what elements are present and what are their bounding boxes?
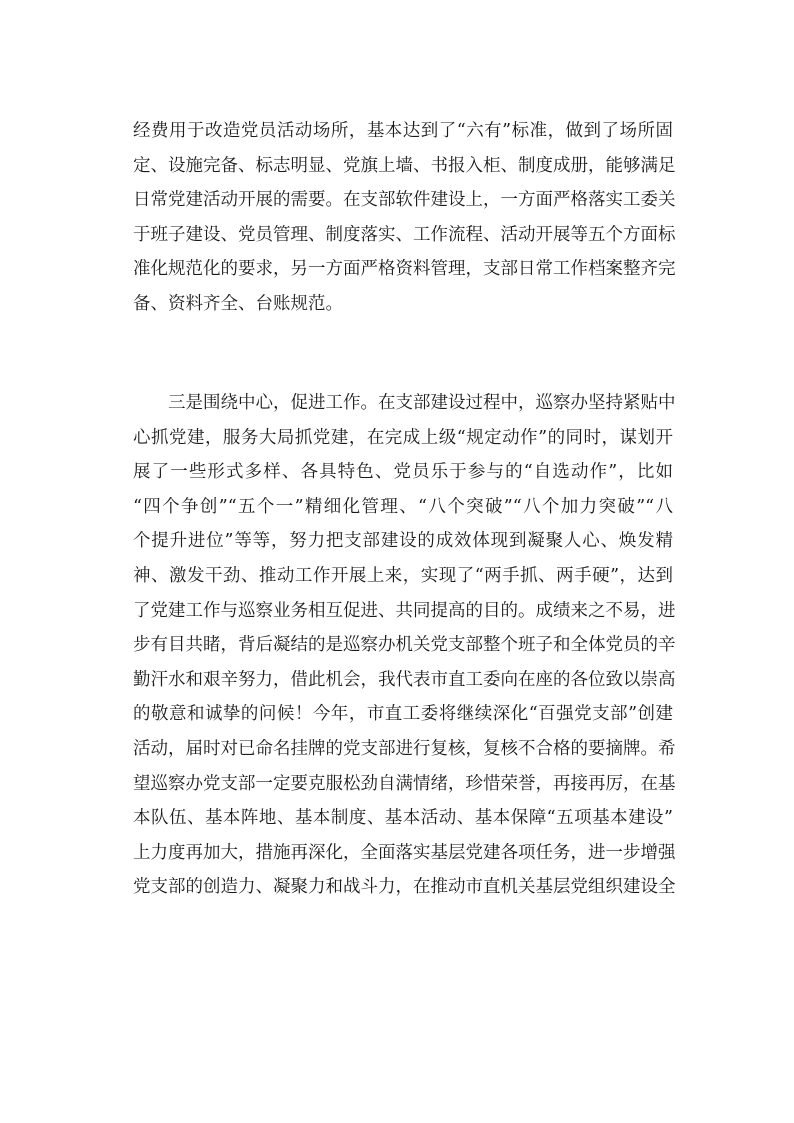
text-line: 的敬意和诚挚的问候！今年，市直工委将继续深化“百强党支部”创建	[133, 704, 673, 725]
text-line: 上力度再加大，措施再深化，全面落实基层党建各项任务，进一步增强	[133, 842, 676, 863]
text-line: 备、资料齐全、台账规范。	[133, 293, 343, 314]
text-line: 准化规范化的要求，另一方面严格资料管理，支部日常工作档案整齐完	[133, 259, 676, 280]
text-line: 心抓党建，服务大局抓党建，在完成上级“规定动作”的同时，谋划开	[133, 427, 673, 448]
text-line: 展了一些形式多样、各具特色、党员乐于参与的“自选动作”，比如	[133, 462, 673, 483]
paragraph-center-work	[133, 386, 676, 905]
text-line: 党支部的创造力、凝聚力和战斗力，在推动市直机关基层党组织建设全	[133, 877, 676, 898]
text-line: 日常党建活动开展的需要。在支部软件建设上，一方面严格落实工委关	[133, 190, 676, 211]
text-line: 于班子建设、党员管理、制度落实、工作流程、活动开展等五个方面标	[133, 224, 676, 245]
text-line: 经费用于改造党员活动场所，基本达到了“六有”标准，做到了场所固	[133, 121, 673, 141]
text-line: 三是围绕中心，促进工作。在支部建设过程中，巡察办坚持紧贴中	[133, 393, 676, 413]
text-line: 活动，届时对已命名挂牌的党支部进行复核，复核不合格的要摘牌。希	[133, 738, 676, 759]
text-line: 步有目共睹，背后凝结的是巡察办机关党支部整个班子和全体党员的辛	[133, 635, 676, 656]
paragraph-facilities	[133, 114, 676, 322]
text-line: 本队伍、基本阵地、基本制度、基本活动、基本保障“五项基本建设”	[133, 808, 673, 829]
text-line: 个提升进位”等等，努力把支部建设的成效体现到凝聚人心、焕发精	[133, 531, 673, 552]
text-line: 定、设施完备、标志明显、党旗上墙、书报入柜、制度成册，能够满足	[133, 155, 676, 176]
text-line: 了党建工作与巡察业务相互促进、共同提高的目的。成绩来之不易，进	[133, 600, 676, 621]
text-line: 神、激发干劲、推动工作开展上来，实现了“两手抓、两手硬”，达到	[133, 565, 673, 586]
text-line: “四个争创”“五个一”精细化管理、“八个突破”“八个加力突破”“八	[133, 496, 673, 517]
text-line: 勤汗水和艰辛努力，借此机会，我代表市直工委向在座的各位致以崇高	[133, 669, 676, 690]
text-line: 望巡察办党支部一定要克服松劲自满情绪，珍惜荣誉，再接再厉，在基	[133, 773, 676, 794]
